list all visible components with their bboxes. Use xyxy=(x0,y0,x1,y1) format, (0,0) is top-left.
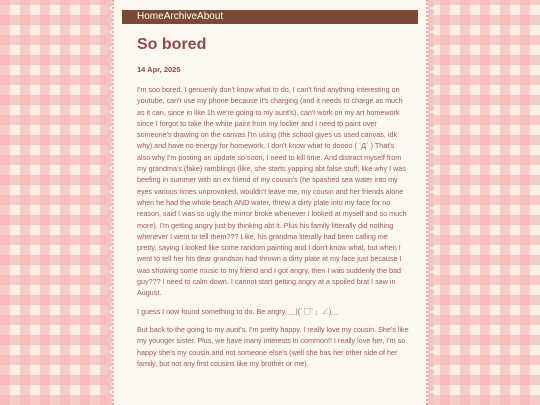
post-paragraph: I'm soo bored. I genuenly don't know what to do, I can't find anything interesting on youtube, can't use my phone because it's charging (and it needs to charge as much as it can, since in like 1h we're going to my aunt's), can't work on my art homework since I forgot to take the white paint from my locker and I need to paint over someone's drawing on the canvas I'm using (the school gives us used canvas, idk why) and have no energy for homework. I don't know what to doooo ( ´Д` ) That's also why I'm posting an update so soon, I need to kill time. And distract myself from my grandma's (fake) ramblings (like, she starts yapping abt false stuff, like why I was beefing in summer with an ex friend of my cousin's (he spashed sea water into my eyes various times unprovoked, wouldn't leave me, my cousin and her friends alone when he had the whole beach AND water, threw a dirty plate into my face for no reason, said I was so ugly the mirror broke whenever I looked at myself and so much more). I'm getting angry just by thinking abt it. Plus his family litterally did nothing whenever I went to tell them??? Like, his grandma literally had been calling me pretty, saying I looked like some random painting and I don't know what, but when I went to tell her his dear grandson had thrown a dirty plate at my face just because I was showing some music to my friend and I got angry, then I was suddenly the bad guy??? I need to calm down. I cannot start getting angry at a spoiled brat I saw in August. xyxy=(137,85,407,298)
nav-link-home[interactable]: Home xyxy=(137,11,164,22)
top-nav-bar xyxy=(122,10,418,24)
nav-link-archive[interactable]: Archive xyxy=(163,11,198,22)
right-scallop-border xyxy=(427,0,435,405)
post-title: So bored xyxy=(137,36,207,53)
nav-link-about[interactable]: About xyxy=(197,11,224,22)
post-paragraph: But back to the going to my aunt's, I'm pretty happy. I really love my cousin. She's like my younger sister. Plus, we have many interests in common!! I really love her, I'm so happy she's my cousin and not someone else's (well she has her other side of her family, but not any first cousins like my brother or me). xyxy=(137,324,409,368)
post-content xyxy=(137,84,409,376)
post-paragraph: I guess I now found something to do. Be angry. ＿|(ﾟ□ﾟ」∠)＿ xyxy=(137,306,339,316)
post-date: 14 Apr, 2025 xyxy=(137,65,181,74)
